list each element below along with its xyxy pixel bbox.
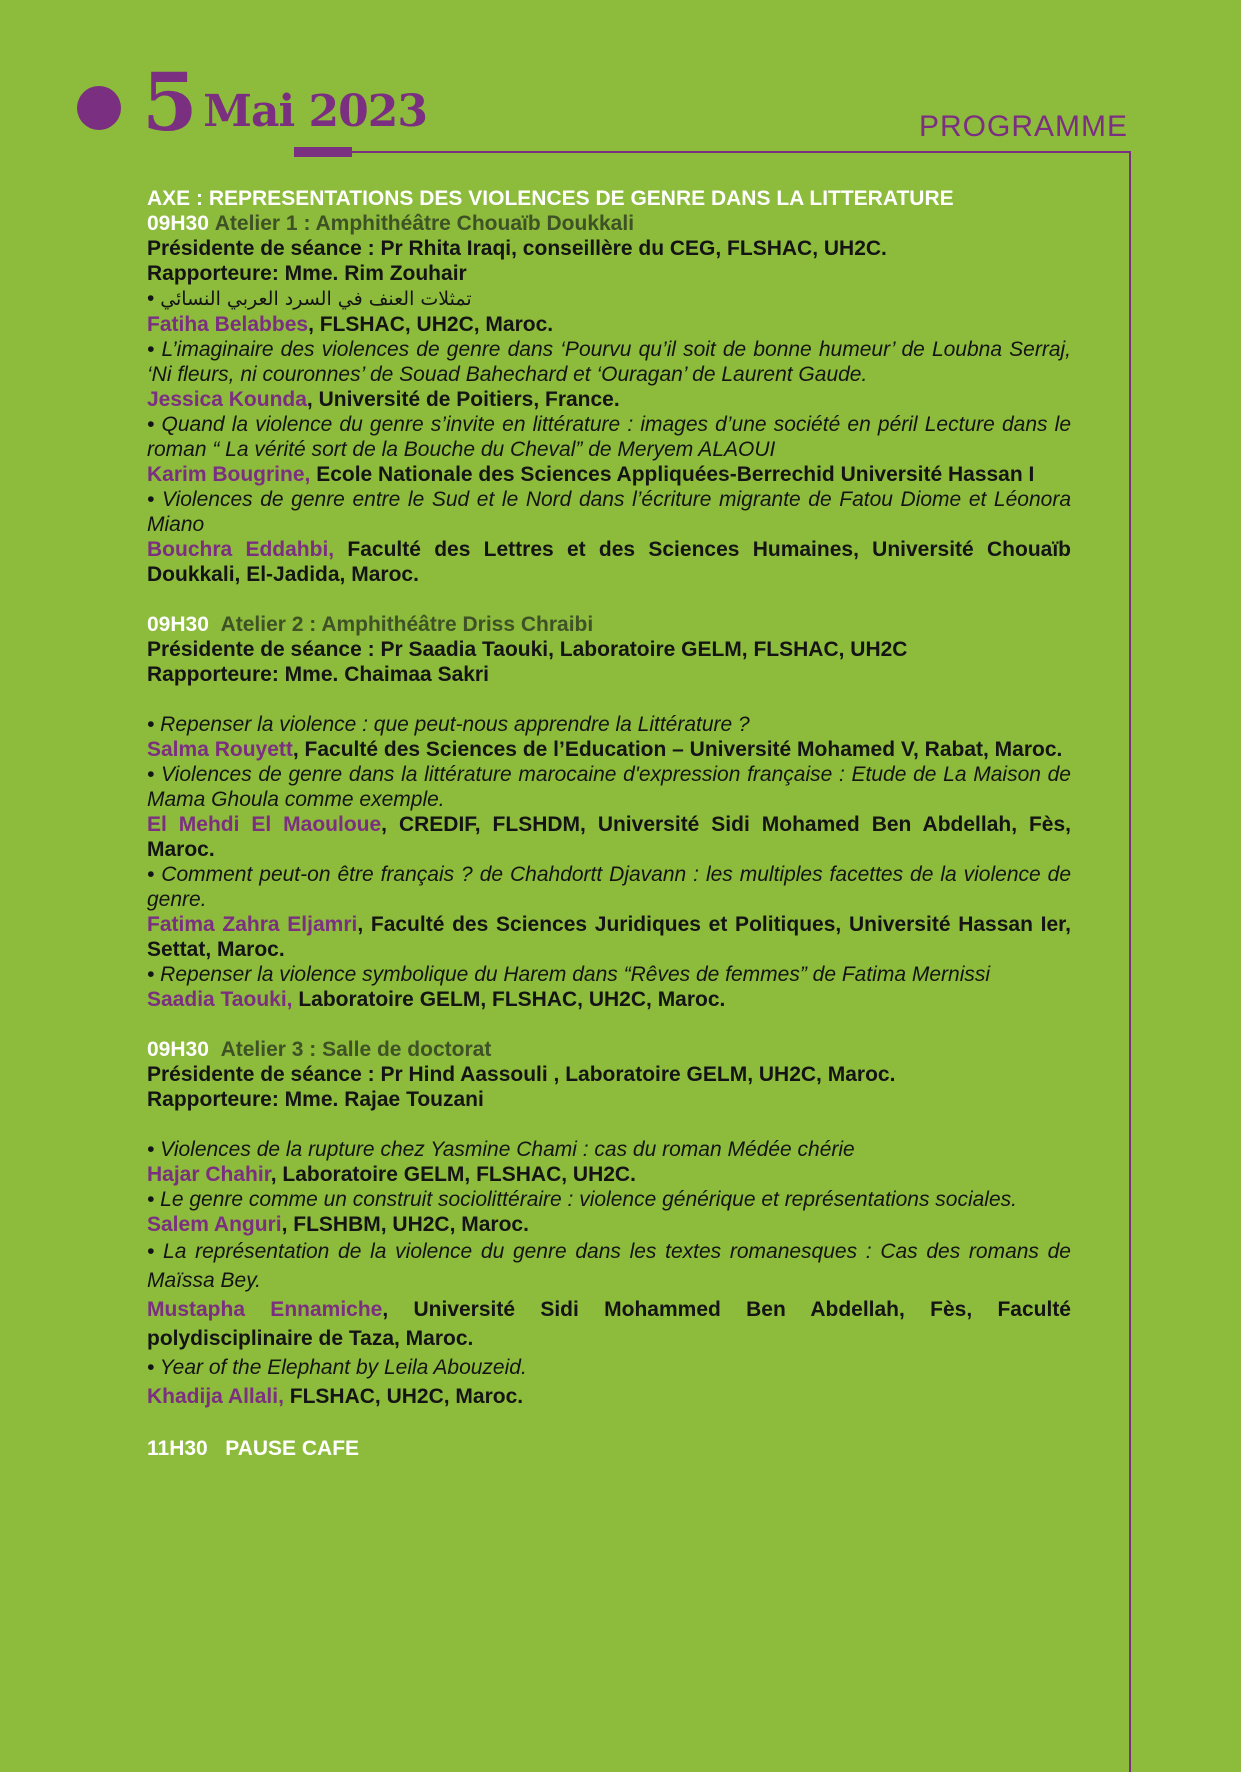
talk-title: • Violences de genre entre le Sud et le Nord dans l’écriture migrante de Fatou Diome et Léonora Miano	[147, 488, 1071, 536]
atelier-2-header	[147, 612, 1071, 637]
arabic-talk-title: تمثلات العنف في السرد العربي النسائي	[160, 288, 472, 310]
atelier-3-time: 09H30	[147, 1038, 209, 1061]
pause-label: PAUSE CAFE	[225, 1437, 360, 1460]
atelier-2-rapporteure: Rapporteure: Mme. Chaimaa Sakri	[147, 663, 489, 686]
speaker-affiliation: , Faculté des Sciences Juridiques et Politiques, Université Hassan Ier, Settat, Maroc.	[147, 913, 1071, 961]
spacer	[147, 1411, 1071, 1436]
speaker-name: Mustapha Ennamiche	[147, 1298, 383, 1321]
date-day: 5	[142, 55, 198, 149]
speaker-affiliation: Ecole Nationale des Sciences Appliquées-Berrechid Université Hassan I	[310, 463, 1035, 486]
event-date	[142, 55, 427, 149]
programme-content	[147, 186, 1071, 1461]
pause-row	[147, 1436, 1071, 1461]
atelier-2-title: Atelier 2 : Amphithéâtre Driss Chraibi	[220, 613, 594, 636]
speaker-name: Salma Rouyett	[147, 738, 293, 761]
atelier-1-header	[147, 211, 1071, 236]
speaker-name: Fatiha Belabbes	[147, 313, 309, 336]
talk-speaker	[147, 537, 1071, 587]
programme-heading: PROGRAMME	[918, 110, 1128, 143]
talk-title: • Violences de genre dans la littérature marocaine d'expression française : Etude de La Maison de Mama Ghoula comme exemple.	[147, 763, 1071, 811]
talk-title: • Repenser la violence symbolique du Harem dans “Rêves de femmes” de Fatima Mernissi	[147, 963, 991, 986]
atelier-2-presidente: Présidente de séance : Pr Saadia Taouki, Laboratoire GELM, FLSHAC, UH2C	[147, 638, 908, 661]
talk-speaker	[147, 1382, 1071, 1411]
spacer	[147, 1112, 1071, 1137]
talk-speaker	[147, 312, 1071, 337]
frame-top-line	[352, 151, 1131, 153]
talk-speaker	[147, 1212, 1071, 1237]
speaker-name: Salem Anguri	[147, 1213, 282, 1236]
pause-time: 11H30	[147, 1437, 208, 1460]
talk-speaker	[147, 387, 1071, 412]
speaker-affiliation: Laboratoire GELM, FLSHAC, UH2C, Maroc.	[292, 988, 726, 1011]
talk-title: • Quand la violence du genre s’invite en littérature : images d’une société en péril Lecture dans le roman “ La vérité sort de la Bouche du Cheval” de Meryem ALAOUI	[147, 413, 1071, 461]
atelier-1-rapporteure: Rapporteure: Mme. Rim Zouhair	[147, 262, 467, 285]
speaker-name: Jessica Kounda	[147, 388, 307, 411]
speaker-name: Hajar Chahir	[147, 1163, 271, 1186]
atelier-3-presidente: Présidente de séance : Pr Hind Aassouli , Laboratoire GELM, UH2C, Maroc.	[147, 1063, 896, 1086]
talk-title: • Violences de la rupture chez Yasmine Chami : cas du roman Médée chérie	[147, 1138, 855, 1161]
talk-title: • L’imaginaire des violences de genre dans ‘Pourvu qu’il soit de bonne humeur’ de Loubna Serraj, ‘Ni fleurs, ni couronnes’ de Souad Bahechard et ‘Ouragan’ de Laurent Gaude.	[147, 338, 1071, 386]
header-dot	[77, 86, 121, 130]
talk-title: • تمثلات العنف في السرد العربي النسائي	[147, 287, 472, 310]
accent-bar	[294, 147, 352, 157]
atelier-3-rapporteure: Rapporteure: Mme. Rajae Touzani	[147, 1088, 484, 1111]
axe-title: AXE : REPRESENTATIONS DES VIOLENCES DE GENRE DANS LA LITTERATURE	[147, 187, 954, 210]
talk-speaker	[147, 737, 1071, 762]
talk-speaker	[147, 462, 1071, 487]
speaker-name: Bouchra Eddahbi,	[147, 538, 335, 561]
speaker-affiliation: FLSHAC, UH2C, Maroc.	[283, 1385, 524, 1408]
spacer	[147, 687, 1071, 712]
speaker-name: Fatima Zahra Eljamri	[147, 913, 358, 936]
spacer	[147, 587, 1071, 612]
atelier-3-header	[147, 1037, 1071, 1062]
speaker-affiliation: Faculté des Lettres et des Sciences Humaines, Université Chouaïb Doukkali, El-Jadida, Maroc.	[147, 538, 1071, 586]
atelier-3-title: Atelier 3 : Salle de doctorat	[220, 1038, 492, 1061]
talk-title: • Comment peut-on être français ? de Chahdortt Djavann : les multiples facettes de la violence de genre.	[147, 863, 1071, 911]
atelier-1-title: Atelier 1 : Amphithéâtre Chouaïb Doukkali	[214, 212, 635, 235]
speaker-name: Khadija Allali,	[147, 1385, 284, 1408]
speaker-name: Karim Bougrine,	[147, 463, 311, 486]
speaker-name: El Mehdi El Maouloue	[147, 813, 382, 836]
atelier-1-time: 09H30	[147, 212, 209, 235]
speaker-affiliation: , Université de Poitiers, France.	[306, 388, 620, 411]
speaker-affiliation: , Université Sidi Mohammed Ben Abdellah, Fès, Faculté polydisciplinaire de Taza, Maroc.	[147, 1298, 1071, 1350]
talk-speaker	[147, 812, 1071, 862]
talk-title: • Repenser la violence : que peut-nous apprendre la Littérature ?	[147, 713, 750, 736]
talk-speaker	[147, 987, 1071, 1012]
speaker-affiliation: , Faculté des Sciences de l’Education – Université Mohamed V, Rabat, Maroc.	[292, 738, 1063, 761]
speaker-affiliation: , Laboratoire GELM, FLSHAC, UH2C.	[270, 1163, 636, 1186]
atelier-1-presidente: Présidente de séance : Pr Rhita Iraqi, conseillère du CEG, FLSHAC, UH2C.	[147, 237, 887, 260]
atelier-2-time: 09H30	[147, 613, 209, 636]
speaker-affiliation: , FLSHBM, UH2C, Maroc.	[281, 1213, 529, 1236]
talk-title: • La représentation de la violence du genre dans les textes romanesques : Cas des romans de Maïssa Bey.	[147, 1240, 1071, 1292]
talk-speaker	[147, 1162, 1071, 1187]
date-month-year: Mai 2023	[203, 86, 427, 137]
speaker-name: Saadia Taouki,	[147, 988, 293, 1011]
spacer	[147, 1012, 1071, 1037]
talk-title: • Le genre comme un construit sociolittéraire : violence générique et représentations sociales.	[147, 1188, 1017, 1211]
speaker-affiliation: , CREDIF, FLSHDM, Université Sidi Mohamed Ben Abdellah, Fès, Maroc.	[147, 813, 1071, 861]
speaker-affiliation: , FLSHAC, UH2C, Maroc.	[308, 313, 554, 336]
talk-speaker	[147, 1295, 1071, 1353]
frame-right-line	[1129, 151, 1131, 1772]
talk-speaker	[147, 912, 1071, 962]
talk-title: • Year of the Elephant by Leila Abouzeid.	[147, 1356, 527, 1379]
